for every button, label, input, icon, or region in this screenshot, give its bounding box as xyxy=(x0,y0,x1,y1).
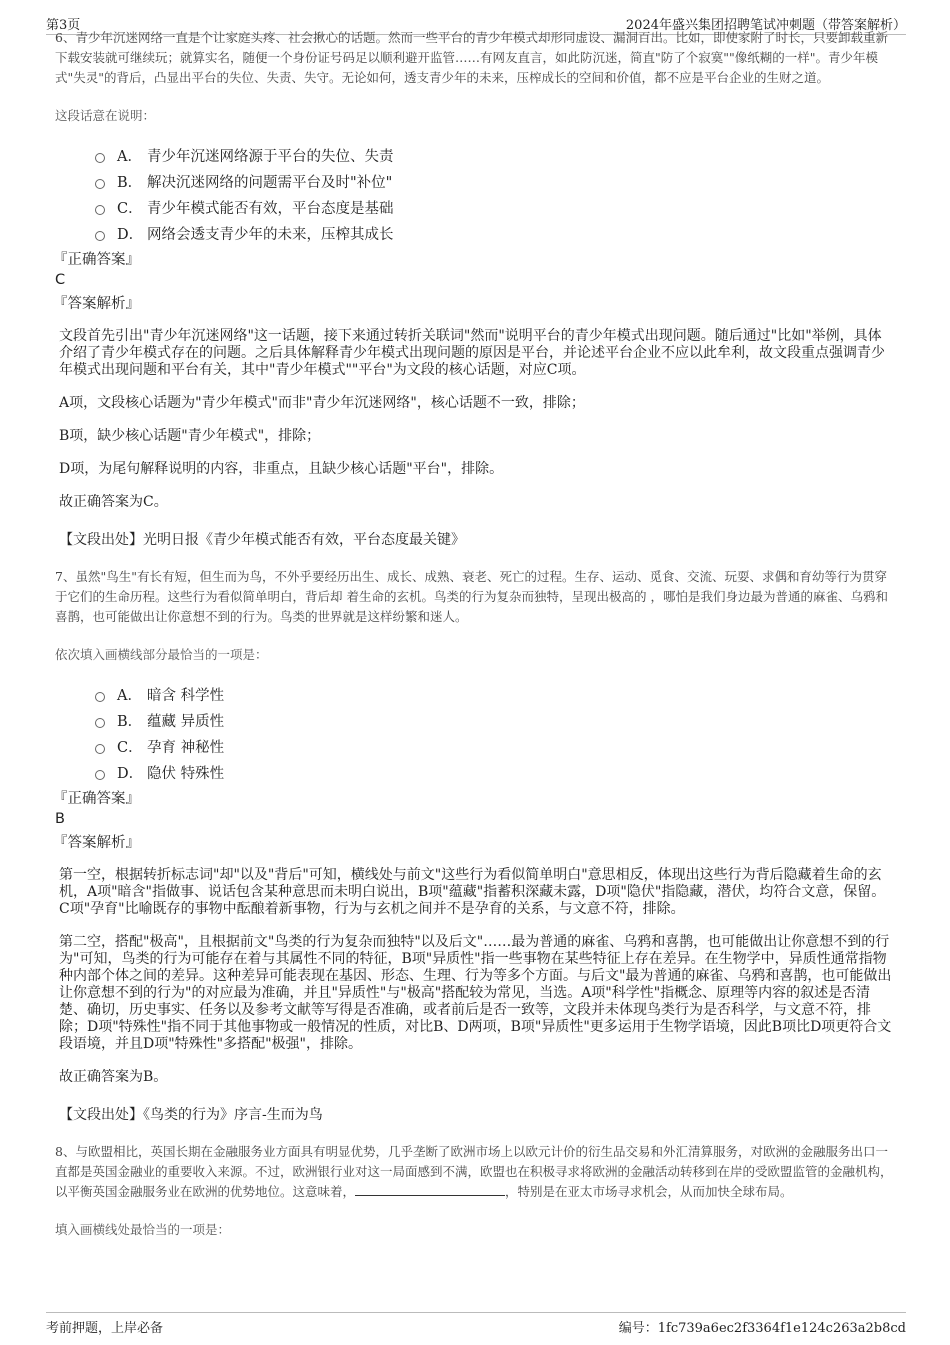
q6-analysis-paragraph: D项，为尾句解释说明的内容，非重点，且缺少核心话题"平台"，排除。 xyxy=(59,461,504,477)
option-text: 孕育 神秘性 xyxy=(147,739,225,756)
q6-option-a[interactable] xyxy=(95,142,895,168)
q7-answer-label: 『正确答案』 xyxy=(53,791,140,807)
document-code: 编号：1fc739a6ec2f3364f1e124c263a2b8cd xyxy=(618,1321,906,1336)
page-content xyxy=(53,30,895,1256)
option-text: 青少年沉迷网络源于平台的失位、失责 xyxy=(147,148,394,165)
radio-icon[interactable] xyxy=(95,744,105,754)
radio-icon[interactable] xyxy=(95,718,105,728)
q7-option-c[interactable] xyxy=(95,733,895,759)
option-letter: C． xyxy=(117,200,143,217)
q7-passage: 7、虽然"鸟生"有长有短，但生而为鸟，不外乎要经历出生、成长、成熟、衰老、死亡的过程。生存、运动、觅食、交流、玩耍、求偶和育幼等行为贯穿于它们的生命历程。这些行为看似简单明白，背后却 着生命的玄机。鸟类的行为复杂而独特，呈现出极高的 ，哪怕是我们身边最为普通的麻雀、乌鸦和喜鹊，也可能做出让你意想不到的行为。鸟类的世界就是这样纷繁和迷人。 xyxy=(55,569,888,624)
q6-analysis-paragraph: A项，文段核心话题为"青少年模式"而非"青少年沉迷网络"，核心话题不一致，排除； xyxy=(59,395,585,411)
footer-slogan: 考前押题，上岸必备 xyxy=(46,1321,164,1336)
option-text: 解决沉迷网络的问题需平台及时"补位" xyxy=(147,174,393,191)
option-letter: D． xyxy=(117,226,144,243)
q6-analysis-paragraph: 故正确答案为C。 xyxy=(59,494,168,510)
radio-icon[interactable] xyxy=(95,692,105,702)
radio-icon[interactable] xyxy=(95,153,105,163)
q6-options xyxy=(95,142,895,246)
option-text: 隐伏 特殊性 xyxy=(147,765,225,782)
option-text: 青少年模式能否有效，平台态度是基础 xyxy=(147,200,394,217)
q6-source: 【文段出处】光明日报《青少年模式能否有效，平台态度最关键》 xyxy=(59,532,465,548)
option-text: 蕴藏 异质性 xyxy=(147,713,225,730)
radio-icon[interactable] xyxy=(95,179,105,189)
q6-passage: 6、青少年沉迷网络一直是个让家庭头疼、社会揪心的话题。然而一些平台的青少年模式却形同虚设、漏洞百出。比如，即使家附了时长，只要卸载重新下载安装就可继续玩；就算实名，随便一个身份证号码足以顺利避开监管……有网友直言，如此防沉迷，简直"防了个寂寞""像纸糊的一样"。青少年模式"失灵"的背后，凸显出平台的失位、失责、失守。无论如何，透支青少年的未来，压榨成长的空间和价值，都不应是平台企业的生财之道。 xyxy=(55,30,888,85)
option-letter: C． xyxy=(117,739,143,756)
q6-analysis-paragraph: 文段首先引出"青少年沉迷网络"这一话题，接下来通过转折关联词"然而"说明平台的青少年模式出现问题。随后通过"比如"举例，具体介绍了青少年模式存在的问题。之后具体解释青少年模式出现问题的原因是平台，并论述平台企业不应以此牟利，故文段重点强调青少年模式出现问题和平台有关，其中"青少年模式""平台"为文段的核心话题，对应C项。 xyxy=(59,328,885,378)
q6-option-c[interactable] xyxy=(95,194,895,220)
q7-option-d[interactable] xyxy=(95,759,895,785)
q7-source: 【文段出处】《鸟类的行为》序言-生而为鸟 xyxy=(59,1107,323,1123)
q6-option-b[interactable] xyxy=(95,168,895,194)
q7-answer: B xyxy=(55,811,65,827)
q6-prompt: 这段话意在说明： xyxy=(55,108,156,123)
q6-answer: C xyxy=(55,272,66,288)
option-text: 暗含 科学性 xyxy=(147,687,225,704)
radio-icon[interactable] xyxy=(95,231,105,241)
q8-passage xyxy=(55,1142,895,1202)
q6-analysis-label: 『答案解析』 xyxy=(53,296,140,312)
option-letter: B． xyxy=(117,174,143,191)
q7-options xyxy=(95,681,895,785)
q7-analysis-label: 『答案解析』 xyxy=(53,835,140,851)
option-letter: B． xyxy=(117,713,143,730)
option-letter: A． xyxy=(117,148,142,165)
q7-option-b[interactable] xyxy=(95,707,895,733)
page-number: 第3页 xyxy=(46,18,81,33)
page-footer xyxy=(46,1312,906,1339)
q8-prompt: 填入画横线处最恰当的一项是： xyxy=(55,1222,231,1237)
document-title: 2024年盛兴集团招聘笔试冲刺题（带答案解析） xyxy=(625,18,906,33)
q7-prompt: 依次填入画横线部分最恰当的一项是： xyxy=(55,647,268,662)
option-text: 网络会透支青少年的未来，压榨其成长 xyxy=(147,226,394,243)
q6-option-d[interactable] xyxy=(95,220,895,246)
option-letter: A． xyxy=(117,687,142,704)
q7-analysis-paragraph: 第一空，根据转折标志词"却"以及"背后"可知，横线处与前文"这些行为看似简单明白"意思相反，体现出这些行为背后隐藏着生命的玄机，A项"暗含"指做事、说话包含某种意思而未明白说出，B项"蕴藏"指蓄积深藏未露，D项"隐伏"指隐藏，潜伏，均符合文意，保留。C项"孕育"比喻既存的事物中酝酿着新事物，行为与玄机之间并不是孕育的关系，与文意不符，排除。 xyxy=(59,867,886,917)
q7-analysis-paragraph: 故正确答案为B。 xyxy=(59,1069,168,1085)
q6-answer-label: 『正确答案』 xyxy=(53,252,140,268)
option-letter: D． xyxy=(117,765,144,782)
q8-passage-after: ，特别是在亚太市场寻求机会，从而加快全球布局。 xyxy=(505,1184,793,1199)
q7-option-a[interactable] xyxy=(95,681,895,707)
radio-icon[interactable] xyxy=(95,205,105,215)
q6-analysis-paragraph: B项，缺少核心话题"青少年模式"，排除； xyxy=(59,428,321,444)
fill-blank xyxy=(355,1183,505,1196)
q7-analysis-paragraph: 第二空，搭配"极高"，且根据前文"鸟类的行为复杂而独特"以及后文"……最为普通的麻雀、乌鸦和喜鹊，也可能做出让你意想不到的行为"可知，鸟类的行为可能存在着与其属性不同的特征，B项"异质性"指一些事物在某些特征上存在差异。在生物学中，异质性通常指物种内部个体之间的差异。这种差异可能表现在基因、形态、生理、行为等多个方面。与后文"最为普通的麻雀、乌鸦和喜鹊，也可能做出让你意想不到的行为"的对应最为准确，并且"异质性"与"极高"搭配较为常见，当选。A项"科学性"指概念、原理等内容的叙述是否清楚、确切，历史事实、任务以及参考文献等写得是否准确，或者前后是否一致等，文段并未体现鸟类行为是否科学，与文意不符，排除；D项"特殊性"指不同于其他事物或一般情况的性质，对比B、D两项，B项"异质性"更多运用于生物学语境，因此B项比D项更符合文段语境，并且D项"特殊性"多搭配"极强"，排除。 xyxy=(59,934,892,1052)
q8-passage-before: 8、与欧盟相比，英国长期在金融服务业方面具有明显优势，几乎垄断了欧洲市场上以欧元计价的衍生品交易和外汇清算服务，对欧洲的金融服务出口一直都是英国金融业的重要收入来源。不过，欧洲银行业对这一局面感到不满，欧盟也在积极寻求将欧洲的金融活动转移到在岸的受欧盟监管的金融机构，以平衡英国金融服务业在欧洲的优势地位。这意味着， xyxy=(55,1144,893,1199)
radio-icon[interactable] xyxy=(95,770,105,780)
